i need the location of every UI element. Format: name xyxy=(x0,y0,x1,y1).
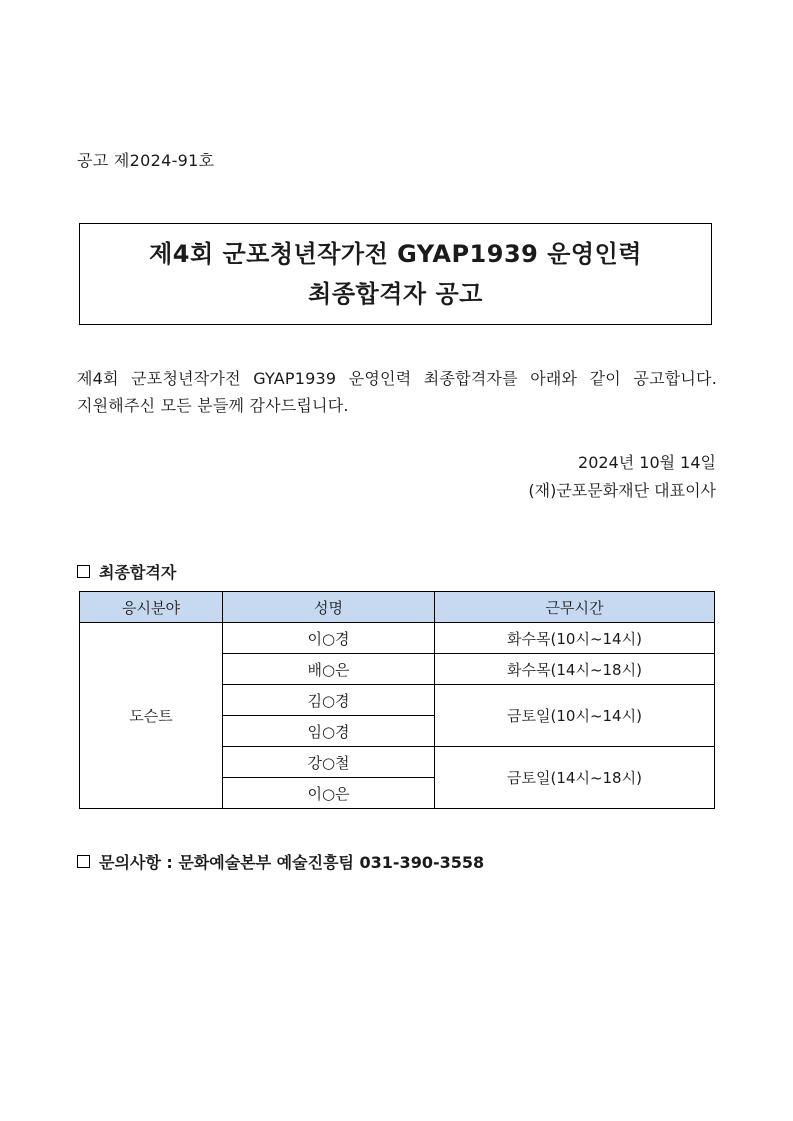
contact-text: 문의사항 : 문화예술본부 예술진흥팀 031-390-3558 xyxy=(99,853,485,872)
schedule-cell: 금토일(10시~14시) xyxy=(435,685,715,747)
name-cell: 김○경 xyxy=(223,685,435,716)
name-cell: 배○은 xyxy=(223,654,435,685)
notice-number: 공고 제2024-91호 xyxy=(77,151,215,170)
header-name: 성명 xyxy=(223,592,435,623)
table-header-row xyxy=(80,592,715,623)
schedule-cell: 화수목(14시~18시) xyxy=(435,654,715,685)
result-table xyxy=(79,591,715,809)
name-cell: 임○경 xyxy=(223,716,435,747)
contact-line xyxy=(77,850,484,873)
name-cell: 강○철 xyxy=(223,747,435,778)
table-row xyxy=(80,623,715,654)
schedule-cell: 화수목(10시~14시) xyxy=(435,623,715,654)
section-heading xyxy=(77,560,176,583)
title-box xyxy=(79,223,712,325)
section-heading-label: 최종합격자 xyxy=(99,563,177,582)
checkbox-icon xyxy=(77,855,90,868)
title-line-1: 제4회 군포청년작가전 GYAP1939 운영인력 xyxy=(149,240,642,268)
title-line-2: 최종합격자 공고 xyxy=(308,280,483,308)
header-field: 응시분야 xyxy=(80,592,223,623)
signer: (재)군포문화재단 대표이사 xyxy=(528,481,716,500)
schedule-cell: 금토일(14시~18시) xyxy=(435,747,715,809)
announcement-date: 2024년 10월 14일 xyxy=(578,453,716,472)
header-schedule: 근무시간 xyxy=(435,592,715,623)
field-cell: 도슨트 xyxy=(80,623,223,809)
checkbox-icon xyxy=(77,565,90,578)
body-text: 제4회 군포청년작가전 GYAP1939 운영인력 최종합격자를 아래와 같이 공고합니다. 지원해주신 모든 분들께 감사드립니다. xyxy=(77,369,717,415)
name-cell: 이○경 xyxy=(223,623,435,654)
name-cell: 이○은 xyxy=(223,778,435,809)
